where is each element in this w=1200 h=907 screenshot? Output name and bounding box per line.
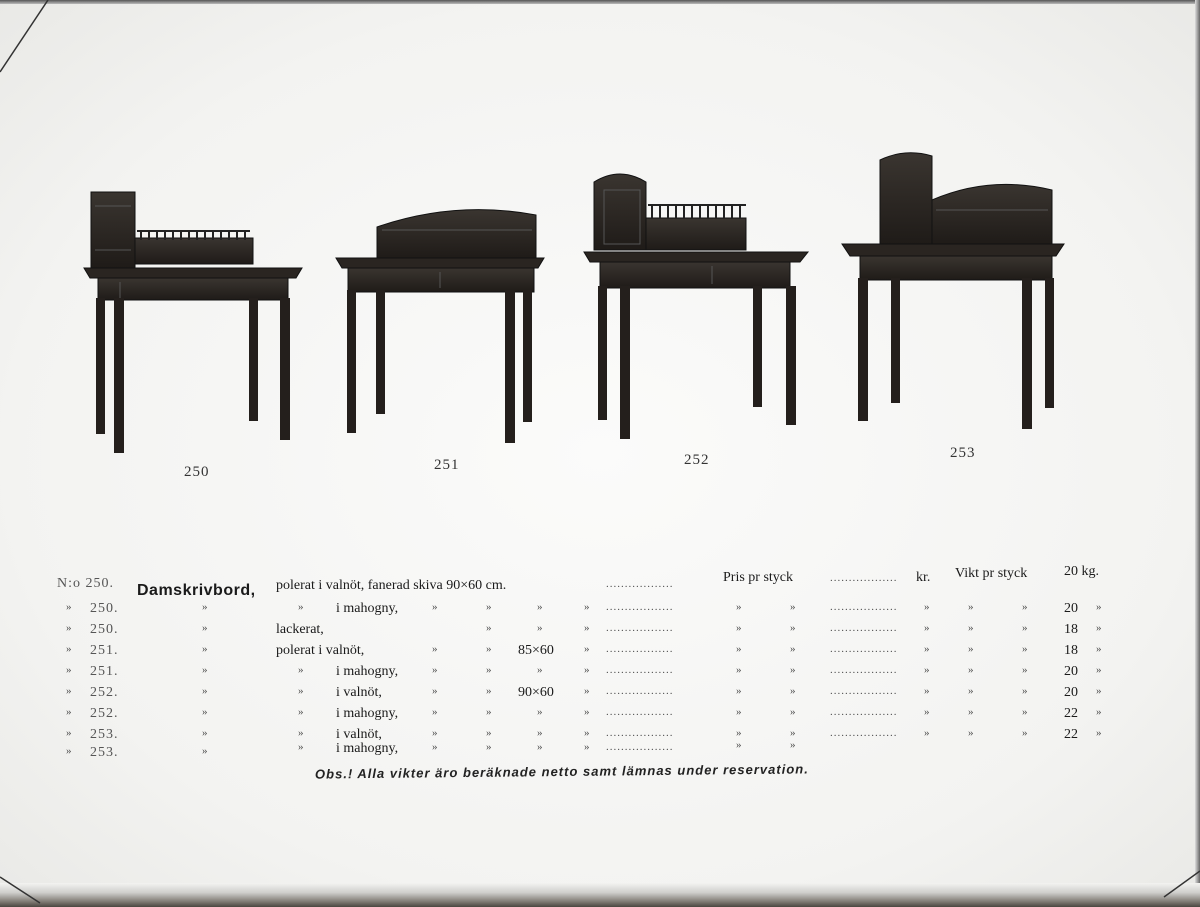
product-name: Damskrivbord, — [137, 582, 256, 599]
row-weight: 20 — [1064, 601, 1078, 616]
row-weight: 20 kg. — [1064, 564, 1099, 579]
table-row: » 250. » lackerat, » » » .................. » » .................. » » » 18 » — [66, 622, 1102, 637]
desk-251-image — [336, 210, 544, 443]
row-weight: 22 — [1064, 727, 1078, 742]
desk-251-number: 251 — [434, 457, 460, 473]
row-weight: 22 — [1064, 706, 1078, 721]
row-description: i mahogny, — [336, 741, 399, 756]
row-weight: 18 — [1064, 622, 1078, 637]
row-number: 253. — [90, 727, 119, 742]
table-row: » 252. » » i mahogny, » » » » .................. » » .................. » » » 22 » — [66, 706, 1102, 721]
page-edge-bottom — [0, 883, 1200, 907]
table-row: » 250. » » i mahogny, » » » » .................. » » .................. » » » 20 » — [66, 601, 1102, 616]
leader-dots: .................. — [606, 727, 674, 739]
table-row: » 253. » » i valnöt, » » » » .................. » » .................. » » » 22 » — [66, 727, 1102, 742]
row-description: polerat i valnöt, fanerad skiva 90×60 cm. — [276, 578, 507, 593]
leader-dots: .................. — [830, 572, 898, 584]
row-weight: 20 — [1064, 685, 1078, 700]
leader-dots: .................. — [830, 622, 898, 634]
table-row: » 251. » » i mahogny, » » » » .................. » » .................. » » » 20 » — [66, 664, 1102, 679]
row-description: lackerat, — [276, 622, 324, 637]
row-weight: 18 — [1064, 643, 1078, 658]
row-weight: 20 — [1064, 664, 1078, 679]
desk-250-image — [84, 192, 302, 453]
desk-250-number: 250 — [184, 464, 210, 480]
leader-dots: .................. — [830, 727, 898, 739]
row-description: i valnöt, — [336, 727, 382, 742]
row-size: 85×60 — [518, 643, 554, 658]
table-row — [0, 564, 1200, 599]
row-number: 250. — [90, 622, 119, 637]
leader-dots: .................. — [606, 664, 674, 676]
currency-label: kr. — [916, 570, 931, 585]
leader-dots: .................. — [606, 601, 674, 613]
corner-mark-bottom-right — [1140, 867, 1200, 907]
row-description: i mahogny, — [336, 664, 399, 679]
leader-dots: .................. — [606, 741, 674, 753]
desk-252-image — [584, 174, 808, 439]
row-description: polerat i valnöt, — [276, 643, 365, 658]
row-number: 253. — [90, 745, 119, 760]
price-header: Pris pr styck — [723, 570, 793, 585]
leader-dots: .................. — [830, 643, 898, 655]
leader-dots: .................. — [606, 685, 674, 697]
row-size: 90×60 — [518, 685, 554, 700]
leader-dots: .................. — [830, 685, 898, 697]
leader-dots: .................. — [606, 622, 674, 634]
row-description: i mahogny, — [336, 601, 399, 616]
leader-dots: .................. — [830, 601, 898, 613]
row-number: 252. — [90, 685, 119, 700]
leader-dots: .................. — [830, 664, 898, 676]
desk-253-image — [842, 153, 1064, 429]
weight-disclaimer-note: Obs.! Alla vikter äro beräknade netto samt lämnas under reservation. — [314, 761, 809, 782]
desk-252-number: 252 — [684, 452, 710, 468]
weight-header: Vikt pr styck — [955, 566, 1028, 581]
table-row: » 253. » » i mahogny, » » » » .................. » » — [66, 739, 796, 760]
row-number: 252. — [90, 706, 119, 721]
row-number: 251. — [90, 643, 119, 658]
leader-dots: .................. — [606, 643, 674, 655]
leader-dots: .................. — [830, 706, 898, 718]
leader-dots: .................. — [606, 578, 674, 590]
row-number: 251. — [90, 664, 119, 679]
row-description: i mahogny, — [336, 706, 399, 721]
table-row: » 252. » » i valnöt, » » 90×60 » .................. » » .................. » » » 20 » — [66, 685, 1102, 700]
desk-253-number: 253 — [950, 445, 976, 461]
row-number: 250. — [90, 601, 119, 616]
row-number: N:o 250. — [57, 576, 114, 591]
corner-mark-bottom-left — [0, 867, 60, 907]
row-description: i valnöt, — [336, 685, 382, 700]
leader-dots: .................. — [606, 706, 674, 718]
table-row: » 251. » polerat i valnöt, » » 85×60 » .................. » » .................. » » » 18 » — [66, 643, 1102, 658]
